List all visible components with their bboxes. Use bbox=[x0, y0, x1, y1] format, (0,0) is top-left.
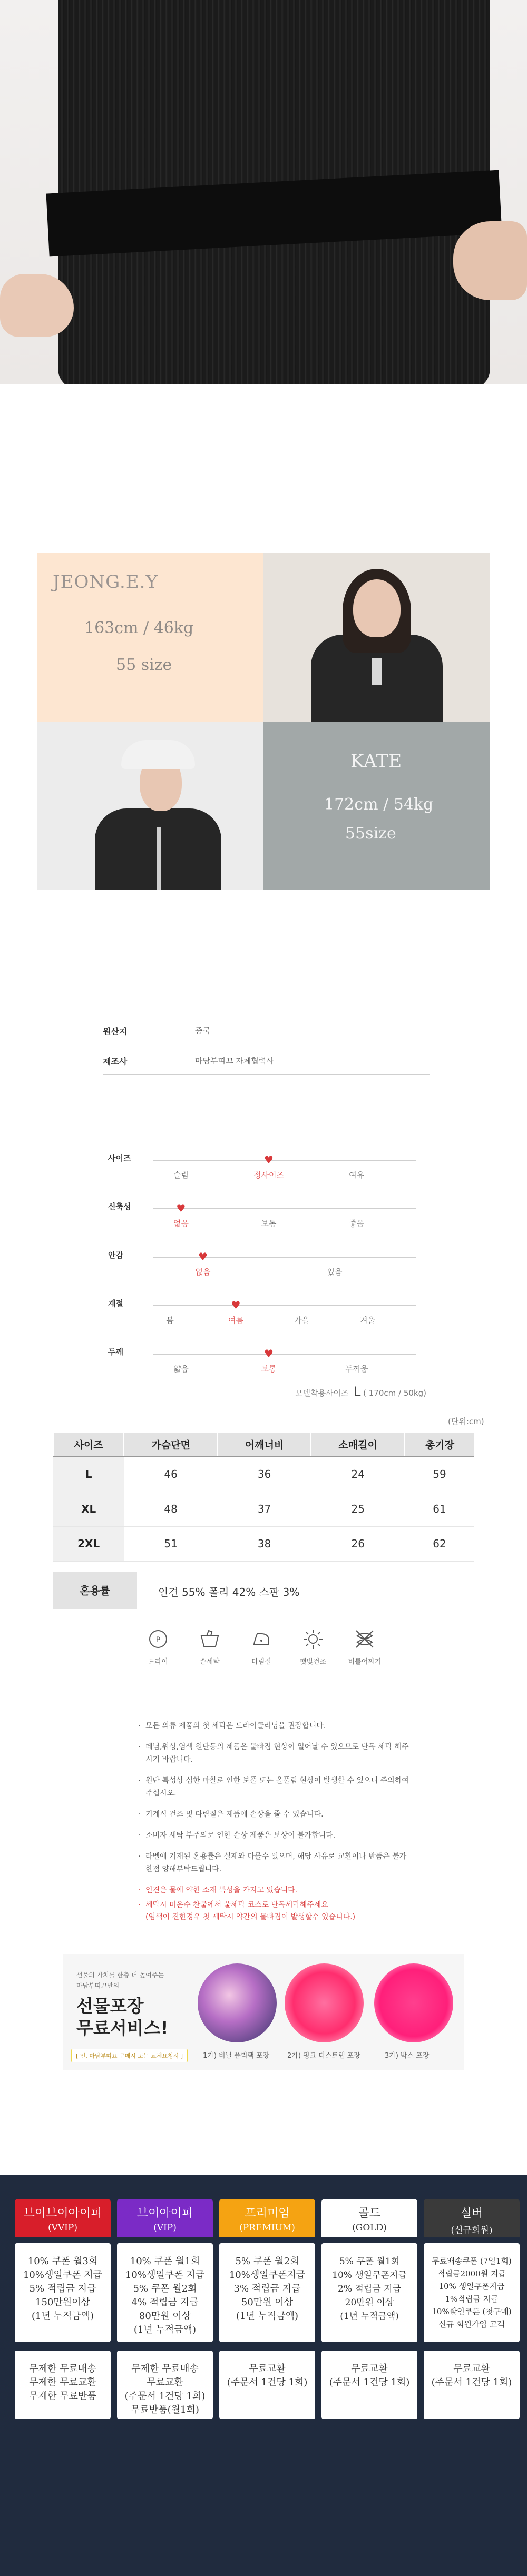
feel-option: 가을 bbox=[294, 1316, 309, 1325]
size-col-header: 사이즈 bbox=[53, 1433, 124, 1457]
benefit-line: 10% 쿠폰 월1회 bbox=[130, 2256, 200, 2267]
benefit-line: 50만원 이상 bbox=[241, 2297, 294, 2308]
selected-heart-icon: ♥ bbox=[264, 1153, 274, 1166]
gift-title-line: 무료서비스! bbox=[76, 2018, 169, 2038]
table-row bbox=[53, 1526, 474, 1561]
selected-heart-icon: ♥ bbox=[198, 1250, 208, 1263]
note-warning: · 세탁시 미온수 찬물에서 울세탁 코스로 단독세탁해주세요 bbox=[138, 1899, 412, 1911]
tier-benefits bbox=[424, 2243, 520, 2342]
benefit-line: 3% 적립금 지급 bbox=[233, 2283, 301, 2294]
benefit-line: 10% 쿠폰 월3회 bbox=[27, 2256, 98, 2267]
model-name: KATE bbox=[350, 751, 403, 772]
note-item: · 소비자 세탁 부주의로 인한 손상 제품은 보상이 불가합니다. bbox=[138, 1829, 412, 1842]
hero-product-photo bbox=[0, 0, 527, 384]
feel-row bbox=[108, 1294, 424, 1342]
size-cell: 59 bbox=[405, 1457, 474, 1492]
fabric-composition bbox=[53, 1572, 474, 1609]
tier-subname: (VIP) bbox=[153, 2223, 177, 2233]
model-photo-jeong bbox=[264, 553, 490, 722]
table-row bbox=[53, 1457, 474, 1492]
size-cell: 37 bbox=[218, 1492, 311, 1526]
gift-note bbox=[71, 2049, 188, 2062]
service-line: 무료교환 bbox=[147, 2377, 183, 2388]
model-card-kate bbox=[264, 722, 490, 890]
care-label: 햇빛건조 bbox=[299, 1658, 327, 1666]
gift-option-photo bbox=[198, 1963, 277, 2042]
size-cell: 38 bbox=[218, 1526, 311, 1561]
spec-value: 중국 bbox=[195, 1026, 210, 1035]
gift-option-label: 1가) 비닐 플리팩 포장 bbox=[203, 2052, 270, 2060]
feel-option: 얇음 bbox=[173, 1364, 189, 1374]
feel-option: 봄 bbox=[166, 1316, 174, 1325]
benefit-line: 무료배송쿠폰 (7일1회) bbox=[432, 2256, 512, 2266]
size-cell: 25 bbox=[311, 1492, 405, 1526]
spec-key: 원산지 bbox=[103, 1027, 128, 1037]
benefit-line: (1년 누적금액) bbox=[133, 2324, 197, 2335]
model-name: JEONG.E.Y bbox=[53, 571, 158, 593]
benefit-line: 5% 적립금 지급 bbox=[29, 2283, 96, 2294]
tier-header bbox=[321, 2199, 417, 2237]
gift-subtitle-line: 마담부띠끄만의 bbox=[76, 1982, 120, 1989]
service-line: (주문서 1건당 1회) bbox=[227, 2377, 308, 2388]
benefit-line: 20만원 이상 bbox=[345, 2297, 394, 2308]
service-line: 무료교환 bbox=[249, 2363, 286, 2374]
feel-row bbox=[108, 1245, 424, 1294]
care-item-wring bbox=[346, 1627, 383, 1666]
product-info-table bbox=[103, 1014, 430, 1075]
feel-key: 안감 bbox=[108, 1250, 123, 1260]
fabric-label: 혼용률 bbox=[53, 1572, 137, 1609]
size-cell: 48 bbox=[124, 1492, 218, 1526]
feel-row bbox=[108, 1197, 424, 1245]
table-row bbox=[53, 1492, 474, 1526]
tier-header bbox=[15, 2199, 111, 2237]
care-item-dry bbox=[140, 1627, 177, 1666]
service-line: 무제한 무료배송 bbox=[131, 2363, 199, 2374]
model-size: 55size bbox=[345, 824, 396, 843]
membership-tier bbox=[15, 2199, 111, 2419]
feel-option: 여유 bbox=[349, 1170, 365, 1180]
iron-icon bbox=[250, 1627, 273, 1651]
benefit-line: 5% 쿠폰 월2회 bbox=[133, 2283, 197, 2294]
size-table bbox=[53, 1433, 474, 1562]
size-cell: 2XL bbox=[53, 1526, 124, 1561]
spec-value: 마담부띠끄 자체협력사 bbox=[195, 1056, 274, 1065]
benefit-line: (1년 누적금액) bbox=[236, 2311, 299, 2322]
membership-tiers bbox=[0, 2175, 527, 2576]
gift-subtitle-line: 선물의 가치를 한층 더 높여주는 bbox=[76, 1971, 164, 1979]
benefit-line: 10% 생일쿠폰지급 bbox=[438, 2282, 505, 2291]
feel-key: 사이즈 bbox=[108, 1153, 131, 1163]
model-height-weight: 172cm / 54kg bbox=[324, 795, 434, 814]
size-cell: L bbox=[53, 1457, 124, 1492]
service-line: (주문서 1건당 1회) bbox=[431, 2377, 512, 2388]
feel-option: 좋음 bbox=[349, 1219, 365, 1228]
feel-option: 정사이즈 bbox=[253, 1170, 284, 1180]
no-wring-icon bbox=[353, 1627, 376, 1651]
membership-tier bbox=[424, 2199, 520, 2419]
model-size: 55 size bbox=[116, 656, 172, 674]
svg-text:P: P bbox=[155, 1636, 161, 1644]
model-height-weight: 163cm / 46kg bbox=[84, 619, 194, 637]
note-item: · 원단 특성상 심한 마찰로 인한 보풀 또는 올풀림 현상이 발생할 수 있으니 주의하여 주십시오. bbox=[138, 1774, 412, 1800]
gift-title bbox=[76, 1995, 168, 2039]
care-item-iron bbox=[243, 1627, 280, 1666]
benefit-line: 10%생일쿠폰지급 bbox=[229, 2269, 306, 2281]
tier-benefits bbox=[117, 2243, 213, 2342]
benefit-line: 2% 적립금 지급 bbox=[338, 2284, 401, 2294]
benefit-line: 5% 쿠폰 월2회 bbox=[235, 2256, 299, 2267]
feel-scale-line bbox=[153, 1208, 416, 1209]
feel-option: 보통 bbox=[261, 1219, 277, 1228]
benefit-line: 10% 생일쿠폰지급 bbox=[332, 2270, 407, 2281]
unit-label: (단위:cm) bbox=[448, 1417, 484, 1426]
tier-benefits bbox=[321, 2243, 417, 2342]
size-col-header: 소매길이 bbox=[311, 1433, 405, 1457]
benefit-line: 10%생일쿠폰 지급 bbox=[23, 2269, 103, 2281]
gift-option-label: 2가) 핑크 디스트랩 포장 bbox=[287, 2052, 360, 2060]
tier-subname: (PREMIUM) bbox=[239, 2223, 295, 2233]
feel-scale-line bbox=[153, 1160, 416, 1161]
care-label: 비틀어짜기 bbox=[348, 1658, 382, 1666]
tier-services bbox=[219, 2351, 315, 2419]
benefit-line: 5% 쿠폰 월1회 bbox=[339, 2256, 400, 2267]
feel-option: 있음 bbox=[327, 1267, 343, 1277]
benefit-line: 1%적립금 지급 bbox=[445, 2294, 499, 2304]
spec-row bbox=[103, 1044, 430, 1075]
feel-scale-line bbox=[153, 1257, 416, 1258]
feel-option: 슬림 bbox=[173, 1170, 189, 1180]
feel-key: 계절 bbox=[108, 1299, 123, 1308]
tier-name: 골드 bbox=[358, 2207, 381, 2220]
size-cell: 62 bbox=[405, 1526, 474, 1561]
feel-option: 여름 bbox=[228, 1316, 243, 1325]
model-size-label: 모델착용사이즈 bbox=[295, 1388, 349, 1398]
model-face bbox=[353, 579, 401, 637]
tier-header bbox=[424, 2199, 520, 2237]
benefit-line: 신규 회원가입 고객 bbox=[438, 2320, 505, 2329]
benefit-line: (1년 누적금액) bbox=[340, 2311, 399, 2322]
model-cap bbox=[121, 740, 195, 769]
selected-heart-icon: ♥ bbox=[264, 1347, 274, 1360]
spec-key: 제조사 bbox=[103, 1057, 128, 1067]
fit-feel-scale bbox=[108, 1148, 424, 1390]
tier-services bbox=[117, 2351, 213, 2419]
model-size-detail: ( 170cm / 50kg) bbox=[363, 1388, 426, 1398]
service-line: 무료교환 bbox=[351, 2363, 388, 2374]
care-label: 다림질 bbox=[251, 1658, 271, 1666]
size-cell: XL bbox=[53, 1492, 124, 1526]
feel-option: 없음 bbox=[173, 1219, 189, 1228]
tier-services bbox=[321, 2351, 417, 2419]
service-line: (주문서 1건당 1회) bbox=[329, 2377, 410, 2388]
service-line: 무료반품(월1회) bbox=[131, 2404, 199, 2415]
feel-option: 두꺼움 bbox=[345, 1364, 368, 1374]
gift-wrap-banner bbox=[63, 1954, 464, 2070]
note-warning: · 인견은 물에 약한 소재 특성을 가지고 있습니다. bbox=[138, 1884, 412, 1897]
benefit-line: 적립금2000원 지급 bbox=[437, 2269, 506, 2278]
note-warning: (염색이 진한경우 첫 세탁시 약간의 물빠짐이 발생할수 있습니다.) bbox=[145, 1913, 356, 1921]
model-wearing-size bbox=[295, 1384, 426, 1399]
gift-option-photo bbox=[285, 1963, 364, 2042]
size-cell: 46 bbox=[124, 1457, 218, 1492]
tier-name: 브이브이아이피 bbox=[23, 2207, 102, 2220]
size-cell: 26 bbox=[311, 1526, 405, 1561]
gift-note-text: [ 인, 마담부띠끄 구매시 또는 교체요청시 ] bbox=[76, 2052, 183, 2059]
feel-key: 신축성 bbox=[108, 1202, 131, 1211]
benefit-line: 80만원 이상 bbox=[139, 2311, 191, 2322]
size-col-header: 어깨너비 bbox=[218, 1433, 311, 1457]
service-line: 무료교환 bbox=[453, 2363, 490, 2374]
tier-header bbox=[219, 2199, 315, 2237]
tier-name: 프리미엄 bbox=[245, 2207, 290, 2220]
size-cell: 24 bbox=[311, 1457, 405, 1492]
care-label: 손세탁 bbox=[200, 1658, 220, 1666]
tier-subname: (GOLD) bbox=[352, 2223, 387, 2233]
model-photo-kate bbox=[37, 722, 264, 890]
feel-key: 두께 bbox=[108, 1347, 123, 1357]
model-hand-right bbox=[453, 221, 527, 300]
service-line: 무제한 무료교환 bbox=[29, 2377, 96, 2388]
dry-clean-icon bbox=[147, 1627, 170, 1651]
size-col-header: 총기장 bbox=[405, 1433, 474, 1457]
note-item: · 모든 의류 제품의 첫 세탁은 드라이클리닝을 권장합니다. bbox=[138, 1720, 412, 1732]
selected-heart-icon: ♥ bbox=[176, 1202, 186, 1215]
feel-scale-line bbox=[153, 1354, 416, 1355]
benefit-line: 10%할인쿠폰 (첫구매) bbox=[432, 2307, 512, 2316]
membership-tier bbox=[321, 2199, 417, 2419]
model-info-grid bbox=[37, 553, 490, 890]
tier-header bbox=[117, 2199, 213, 2237]
model-hand-left bbox=[0, 274, 74, 337]
feel-option: 없음 bbox=[195, 1267, 211, 1277]
benefit-line: 10%생일쿠폰 지급 bbox=[125, 2269, 205, 2281]
gift-subtitle bbox=[76, 1970, 164, 1991]
gift-option-label: 3가) 박스 포장 bbox=[385, 2052, 430, 2060]
feel-scale-line bbox=[153, 1305, 416, 1306]
care-item-handwash bbox=[191, 1627, 228, 1666]
membership-tier bbox=[117, 2199, 213, 2419]
feel-row bbox=[108, 1342, 424, 1390]
feel-option: 보통 bbox=[261, 1364, 277, 1374]
size-col-header: 가슴단면 bbox=[124, 1433, 218, 1457]
tier-services bbox=[15, 2351, 111, 2419]
fabric-value: 인견 55% 폴리 42% 스판 3% bbox=[158, 1586, 300, 1598]
spec-row bbox=[103, 1014, 430, 1044]
service-line: (주문서 1건당 1회) bbox=[124, 2391, 206, 2402]
hand-wash-icon bbox=[198, 1627, 221, 1651]
size-cell: 51 bbox=[124, 1526, 218, 1561]
tier-subname: (신규회원) bbox=[451, 2225, 493, 2236]
model-size-value: L bbox=[353, 1384, 361, 1399]
feel-row bbox=[108, 1148, 424, 1197]
tier-services bbox=[424, 2351, 520, 2419]
gift-option-photo bbox=[374, 1963, 453, 2042]
note-item: · 기계식 건조 및 다림질은 제품에 손상을 줄 수 있습니다. bbox=[138, 1808, 412, 1821]
care-label: 드라이 bbox=[148, 1658, 168, 1666]
selected-heart-icon: ♥ bbox=[231, 1299, 241, 1311]
feel-option: 겨울 bbox=[360, 1316, 375, 1325]
care-item-sun-dry bbox=[295, 1627, 331, 1666]
membership-tier bbox=[219, 2199, 315, 2419]
top-zip bbox=[372, 658, 382, 685]
size-cell: 36 bbox=[218, 1457, 311, 1492]
note-item: · 라벨에 기재된 혼용률은 실제와 다를수 있으며, 해당 사유로 교환이나 반품은 불가한점 양해부탁드립니다. bbox=[138, 1850, 412, 1876]
care-notes bbox=[138, 1720, 412, 1923]
benefit-line: 150만원이상 bbox=[35, 2297, 90, 2308]
tier-benefits bbox=[219, 2243, 315, 2342]
service-line: 무제한 무료배송 bbox=[29, 2363, 96, 2374]
tier-name: 브이아이피 bbox=[136, 2207, 193, 2220]
gift-title-line: 선물포장 bbox=[76, 1996, 144, 2016]
sun-dry-icon bbox=[301, 1627, 325, 1651]
tier-benefits bbox=[15, 2243, 111, 2342]
benefit-line: (1년 누적금액) bbox=[31, 2311, 94, 2322]
tier-subname: (VVIP) bbox=[48, 2223, 77, 2233]
size-cell: 61 bbox=[405, 1492, 474, 1526]
model-card-jeong bbox=[37, 553, 264, 722]
service-line: 무제한 무료반품 bbox=[29, 2391, 96, 2402]
top-zip bbox=[157, 827, 161, 890]
note-item: · 데님,워싱,염색 원단등의 제품은 물빠짐 현상이 일어날 수 있으므로 단독 세탁 해주시기 바랍니다. bbox=[138, 1741, 412, 1766]
benefit-line: 4% 적립금 지급 bbox=[131, 2297, 199, 2308]
tier-name: 실버 bbox=[460, 2207, 483, 2220]
